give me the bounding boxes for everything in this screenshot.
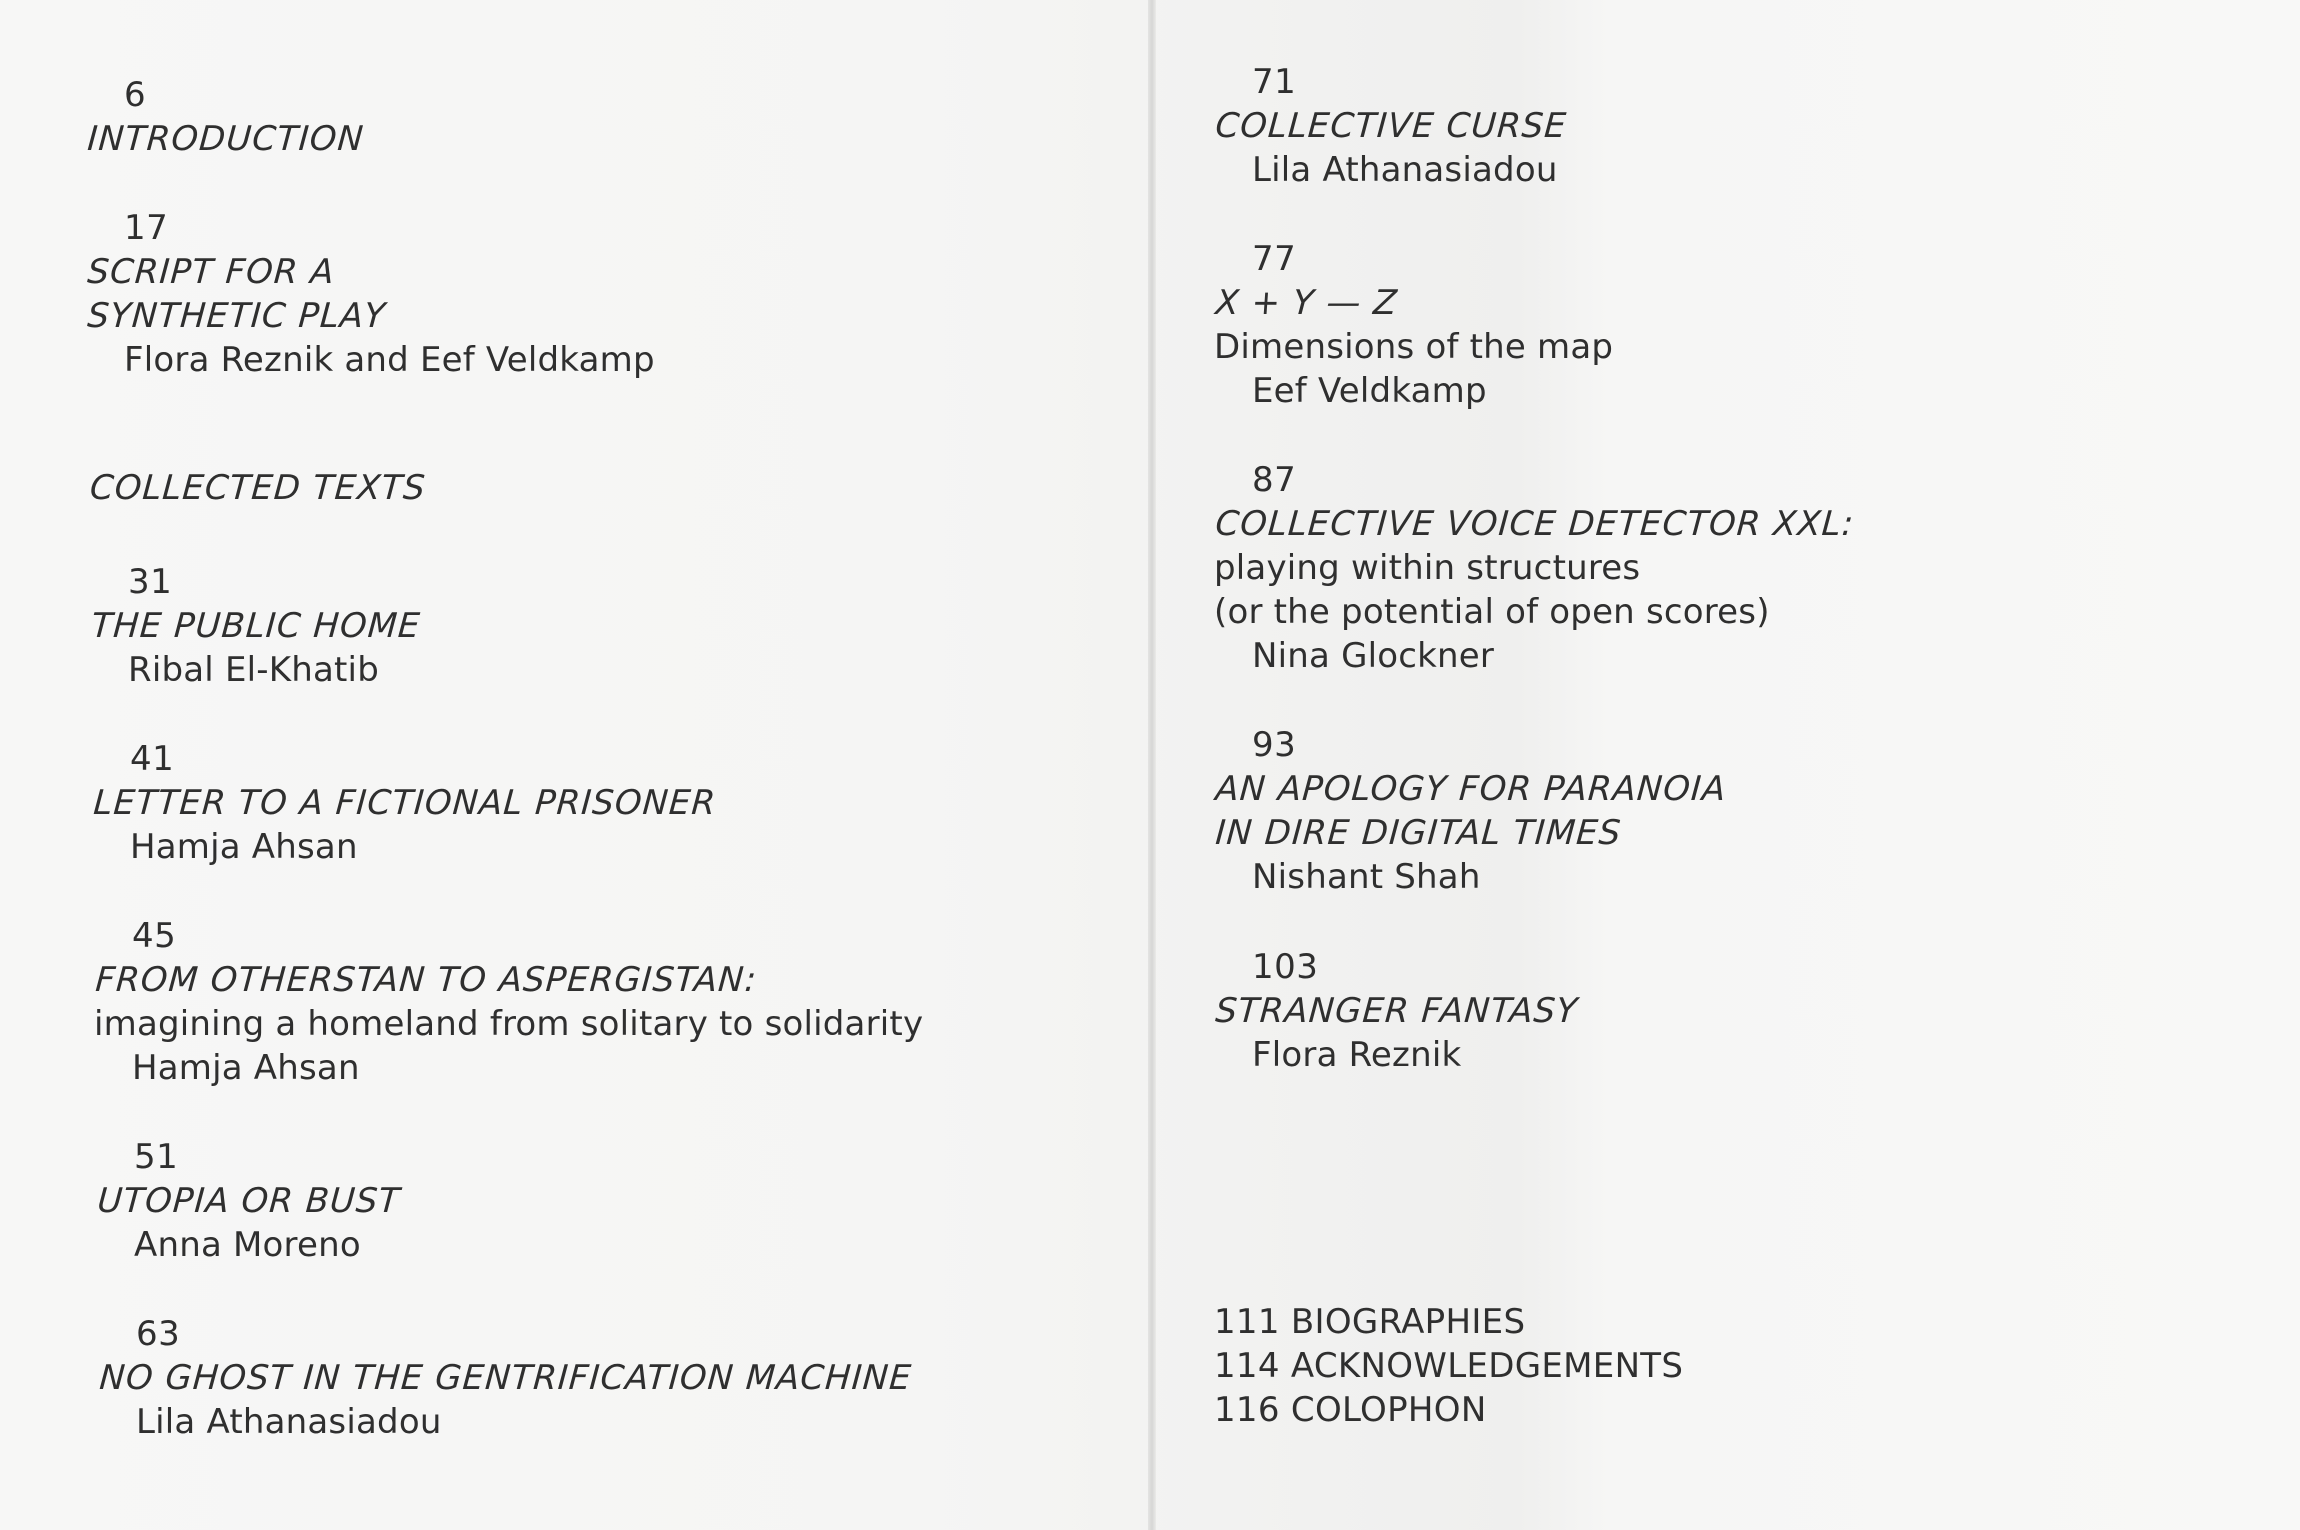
entry-author: Flora Reznik and Eef Veldkamp — [124, 340, 655, 380]
toc-entry — [94, 914, 923, 1090]
entry-author: Anna Moreno — [134, 1225, 361, 1265]
entry-author: Eef Veldkamp — [1252, 371, 1487, 411]
page-number: 6 — [124, 75, 147, 115]
entry-title: NO GHOST IN THE GENTRIFICATION MACHINE — [98, 1358, 914, 1398]
toc-entry-introduction — [86, 73, 366, 161]
right-page — [1156, 0, 2300, 1530]
entry-author: Nina Glockner — [1252, 636, 1495, 676]
toc-entry — [1214, 458, 1856, 678]
entry-author: Lila Athanasiadou — [1252, 150, 1558, 190]
entry-title: STRANGER FANTASY — [1214, 991, 1580, 1031]
entry-author: Ribal El-Khatib — [128, 650, 379, 690]
toc-entry — [1214, 237, 1613, 413]
entry-author: Hamja Ahsan — [132, 1048, 360, 1088]
page-number: 63 — [136, 1314, 181, 1354]
toc-entry — [1214, 60, 1569, 192]
entry-title: FROM OTHERSTAN TO ASPERGISTAN: — [94, 960, 759, 1000]
end-matter-biographies: 111 BIOGRAPHIES — [1214, 1302, 1526, 1342]
page-number: 17 — [124, 208, 169, 248]
entry-title-line-1: AN APOLOGY FOR PARANOIA — [1214, 769, 1728, 809]
page-number: 31 — [128, 562, 173, 602]
entry-author: Flora Reznik — [1252, 1035, 1462, 1075]
entry-title-line-1: SCRIPT FOR A — [86, 252, 336, 292]
entry-subtitle-line-2: (or the potential of open scores) — [1214, 592, 1770, 632]
toc-entry-script — [86, 206, 655, 382]
book-gutter — [1148, 0, 1156, 1530]
entry-title: X + Y — Z — [1214, 283, 1400, 323]
entry-title: UTOPIA OR BUST — [96, 1181, 402, 1221]
page-number: 41 — [130, 739, 175, 779]
entry-subtitle: Dimensions of the map — [1214, 327, 1614, 367]
entry-title: COLLECTIVE VOICE DETECTOR XXL: — [1214, 504, 1856, 544]
toc-entry — [98, 1312, 914, 1444]
entry-title: INTRODUCTION — [86, 119, 366, 159]
toc-entry — [1214, 723, 1728, 899]
entry-title: COLLECTIVE CURSE — [1214, 106, 1569, 146]
page-number: 71 — [1252, 62, 1297, 102]
toc-entry — [96, 1135, 402, 1267]
toc-entry — [92, 737, 718, 869]
page-number: 93 — [1252, 725, 1297, 765]
section-heading: COLLECTED TEXTS — [88, 468, 428, 508]
page-number: 51 — [134, 1137, 179, 1177]
page-number: 103 — [1252, 947, 1319, 987]
page-number: 77 — [1252, 239, 1297, 279]
page-number: 87 — [1252, 460, 1297, 500]
entry-title-line-2: IN DIRE DIGITAL TIMES — [1214, 813, 1623, 853]
entry-title: THE PUBLIC HOME — [90, 606, 422, 646]
end-matter-list — [1214, 1300, 1683, 1432]
entry-title-line-2: SYNTHETIC PLAY — [86, 296, 388, 336]
entry-title: LETTER TO A FICTIONAL PRISONER — [92, 783, 718, 823]
left-page — [0, 0, 1148, 1530]
entry-author: Hamja Ahsan — [130, 827, 358, 867]
entry-subtitle: imagining a homeland from solitary to solidarity — [94, 1004, 924, 1044]
page-number: 45 — [132, 916, 177, 956]
end-matter-acknowledgements: 114 ACKNOWLEDGEMENTS — [1214, 1346, 1684, 1386]
entry-subtitle-line-1: playing within structures — [1214, 548, 1641, 588]
toc-entry — [1214, 945, 1580, 1077]
end-matter-colophon: 116 COLOPHON — [1214, 1390, 1487, 1430]
entry-author: Nishant Shah — [1252, 857, 1481, 897]
toc-entry — [90, 560, 422, 692]
entry-author: Lila Athanasiadou — [136, 1402, 442, 1442]
